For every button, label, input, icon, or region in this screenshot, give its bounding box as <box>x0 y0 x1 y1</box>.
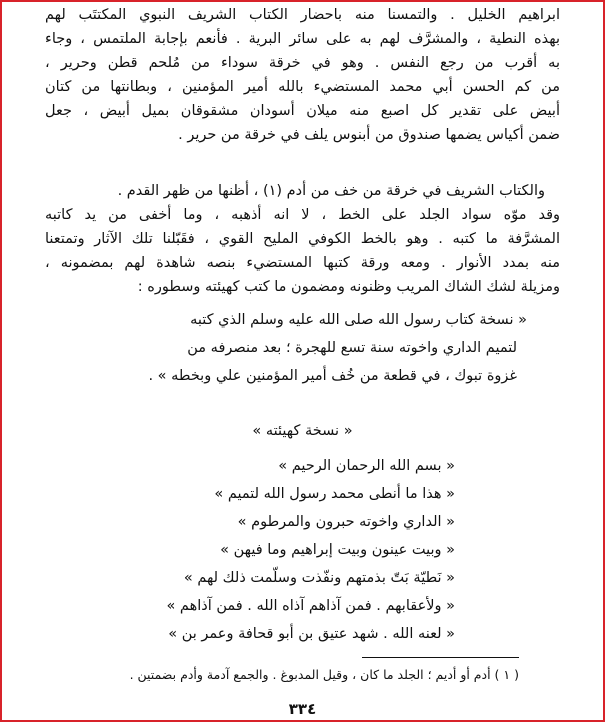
footnote: ( ١ ) أدم أو أديم ؛ الجلد ما كان ، وقيل المدبوغ . والجمع آدمة وأدم بضمتين . <box>129 667 519 682</box>
copy-line: « الداري واخوته حبرون والمرطوم » <box>237 514 455 530</box>
text-line: ومزيلة لشك الشاك المريب وظنونه ومضمون ما كتب كهيئته وسطوره : <box>137 279 560 295</box>
text-line: ابراهيم الخليل . والتمسنا منه باحضار الكتاب الشريف النبوي المكتتَب لهم <box>45 7 560 23</box>
copy-line: « وبيت عينون وبيت إبراهيم وما فيهن » <box>220 542 455 558</box>
copy-line: « نَطيّة بَتّ بذمتهم ونفّذت وسلّمت ذلك لهم » <box>183 570 455 586</box>
text-line: المشرَّفة ما كتبه . وهو بالخط الكوفي المليح القوي ، فقَبّلنا تلك الآثار وتمتعنا <box>45 231 560 247</box>
text-line: والكتاب الشريف في خرقة من خف من أدم (١) ، أظنها من ظهر القدم . <box>117 183 545 199</box>
footnote-rule <box>362 657 519 658</box>
text-line: منه بمدد الأنوار . ومعه ورقة كتبها المستضيء بنصه شاهدة لهم بمضمونه ، <box>45 255 560 271</box>
text-line: أبيض على تقدير كل اصبع منه ميلان أسودان مشقوقان بميل أبيض ، جعل <box>45 103 560 119</box>
text-line: به أقرب من رجع النفس . وهو في خرقة سوداء من مُلحم قطن وحرير ، <box>45 55 560 71</box>
text-line: ضمن أكياس يضمها صندوق من أبنوس يلف في خرقة من حرير . <box>178 127 560 143</box>
quote-line: غزوة تبوك ، في قطعة من خُف أمير المؤمنين علي وبخطه » . <box>148 368 517 384</box>
text-line: وقد موّه سواد الجلد على الخط ، لا انه أذهبه ، وما أخفى من يد كاتبه <box>45 207 560 223</box>
quote-line: « نسخة كتاب رسول الله صلى الله عليه وسلم الذي كتبه <box>190 312 527 328</box>
copy-line: « بسم الله الرحمان الرحيم » <box>278 458 455 474</box>
copy-heading: « نسخة كهيئته » <box>252 423 353 439</box>
page-number: ٣٣٤ <box>288 700 317 718</box>
text-line: بهذه النطية ، والمشرَّف لهم به على سائر البرية . فأنعم بإجابة الملتمس ، وجاء <box>45 31 560 47</box>
copy-line: « لعنه الله . شهد عتيق بن أبو قحافة وعمر بن » <box>168 626 455 642</box>
quote-line: لتميم الداري واخوته سنة تسع للهجرة ؛ بعد منصرفه من <box>187 340 517 356</box>
copy-line: « ولأعقابهم . فمن آذاهم آذاه الله . فمن آذاهم » <box>166 598 455 614</box>
copy-line: « هذا ما أنطى محمد رسول الله لتميم » <box>214 486 455 502</box>
text-line: من كم الحسن أبي محمد المستضيء بالله أمير المؤمنين ، وبطانتها من كتان <box>45 79 560 95</box>
